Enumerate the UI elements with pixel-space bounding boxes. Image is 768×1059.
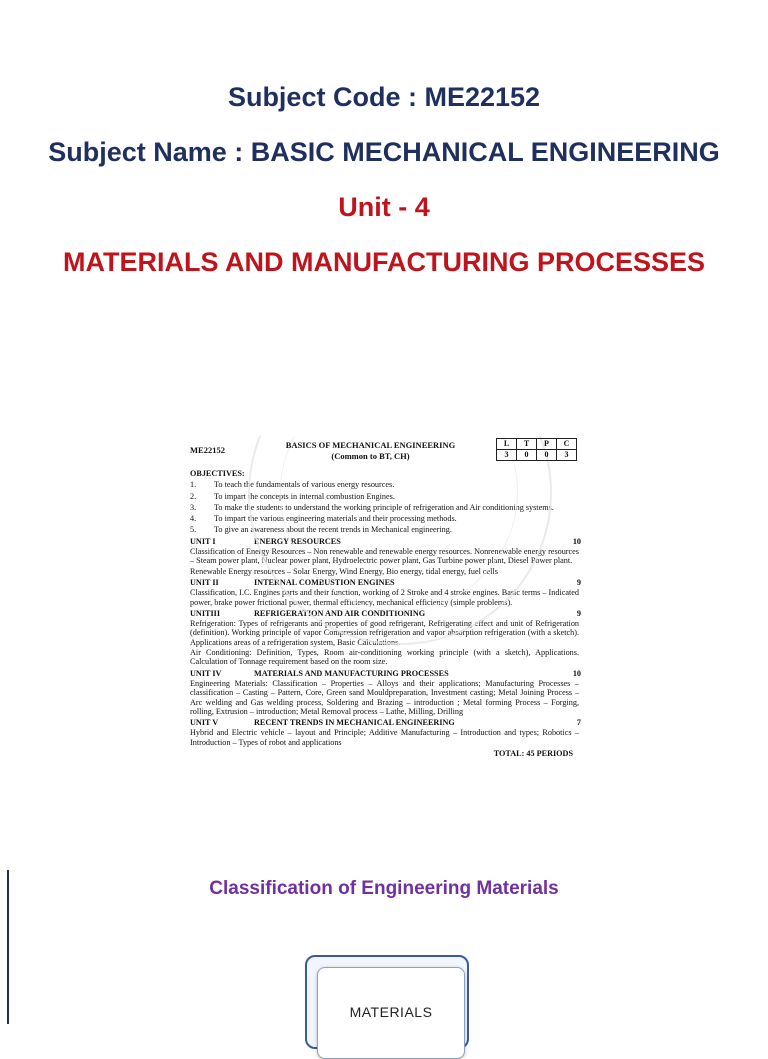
ltpc-header-cell: P [537,439,557,450]
unit-title: ENERGY RESOURCES [254,536,341,546]
unit-hours: 10 [572,668,581,678]
ltpc-value-cell: 3 [497,450,517,461]
unit-content: Classification, I.C. Engines parts and their function, working of 2 Stroke and 4 stroke engines. Basic terms – Indicated power, brake power frictional power, thermal efficiency, mechanical efficiency (simple problems). [190,588,579,607]
objective-text: To impart the concepts in internal combustion Engines. [214,491,395,501]
unit-heading [188,669,581,678]
objective-text: To make the students to understand the working principle of refrigeration and Air conditioning systems. [214,502,554,512]
ltpc-header-cell: C [557,439,577,450]
unit-number: UNIT II [190,577,219,587]
ltpc-header-cell: T [517,439,537,450]
objective-text: To impart the various engineering materials and their processing methods. [214,514,457,524]
unit-title: MATERIALS AND MANUFACTURING PROCESSES [62,247,705,277]
unit-content: Air Conditioning: Definition, Types, Room air-conditioning working principle (with a sketch), Applications. Calculation of Tonnage requirement based on the room size. [190,648,579,667]
objective-number: 5. [190,525,197,535]
unit-hours: 7 [576,718,581,728]
unit-number: UNIT IV [190,668,222,678]
unit-title: REFRIGERATION AND AIR CONDITIONING [254,608,426,618]
ltpc-header-cell: L [497,439,517,450]
unit-title: RECENT TRENDS IN MECHANICAL ENGINEERING [254,718,455,728]
objective-text: To give an awareness about the recent trends in Mechanical engineering. [214,525,452,535]
unit-content: Renewable Energy resources – Solar Energy, Wind Energy, Bio energy, tidal energy, fuel cells [190,566,498,576]
materials-box-inner [317,967,465,1059]
course-name-block [258,440,483,462]
course-code: ME22152 [190,445,225,455]
unit-hours: 10 [572,536,581,546]
subject-code: Subject Code : ME22152 [227,82,541,112]
objective-text: To teach the fundamentals of various energy resources. [214,480,395,490]
unit-hours: 9 [576,608,581,618]
section-heading: Classification of Engineering Materials [209,878,559,899]
unit-number: UNIT I [190,536,216,546]
objective-number: 1. [190,480,197,490]
materials-box [305,955,469,1049]
syllabus-header [188,436,581,466]
objective-number: 2. [190,491,197,501]
ltpc-table [496,438,577,461]
subject-name: Subject Name : BASIC MECHANICAL ENGINEERING [48,137,720,167]
ltpc-value-cell: 3 [557,450,577,461]
unit-number: UNITIII [190,608,221,618]
unit-content: Engineering Materials: Classification – Properties – Alloys and their applications; Manufacturing Processes – classification – Casting – Pattern, Core, Green sand Mouldpreparation, Investment casting; Metal Joining Process – Arc welding and Gas welding process, Soldering and Brazing – introduction ; Metal forming Process – Forging, rolling, Extrusion – introduction; Metal Removal process – Lathe, Milling, Drilling [190,678,579,716]
unit-content: Hybrid and Electric vehicle – layout and Principle; Additive Manufacturing – Introduction and types; Robotics – Introduction – Types of robot and applications [190,728,579,747]
unit-hours: 9 [576,577,581,587]
unit-number: UNIT V [190,718,219,728]
unit-title: MATERIALS AND MANUFACTURING PROCESSES [254,668,449,678]
objective-number: 4. [190,514,197,524]
materials-label: MATERIALS [349,1004,433,1020]
course-note: (Common to BT, CH) [331,451,410,461]
unit-content: Classification of Energy Resources – Non renewable and renewable energy resources. Nonrenewable energy resources – Steam power plant, Nuclear power plant, Hydroelectric power plant, Gas Turbine power plant, Diesel Power plant. [190,547,579,566]
ltpc-value-cell: 0 [517,450,537,461]
unit-number: Unit - 4 [338,192,430,222]
course-name: BASICS OF MECHANICAL ENGINEERING [285,440,456,450]
unit-content: Refrigeration: Types of refrigerants and properties of good refrigerant, Refrigerating effect and unit of Refrigeration (definition). Working principle of vapor Compression refrigeration and vapor absorption refrigeration (with a sketch). Applications areas of a refrigeration system, Basic Calculations. [190,619,579,647]
total-periods: TOTAL: 45 PERIODS [493,749,573,759]
unit-heading [188,718,581,727]
objective-number: 3. [190,502,197,512]
objectives-label: OBJECTIVES: [190,469,245,478]
ltpc-value-cell: 0 [537,450,557,461]
syllabus-scan [188,436,581,866]
unit-title: INTERNAL COMBUSTION ENGINES [254,577,395,587]
